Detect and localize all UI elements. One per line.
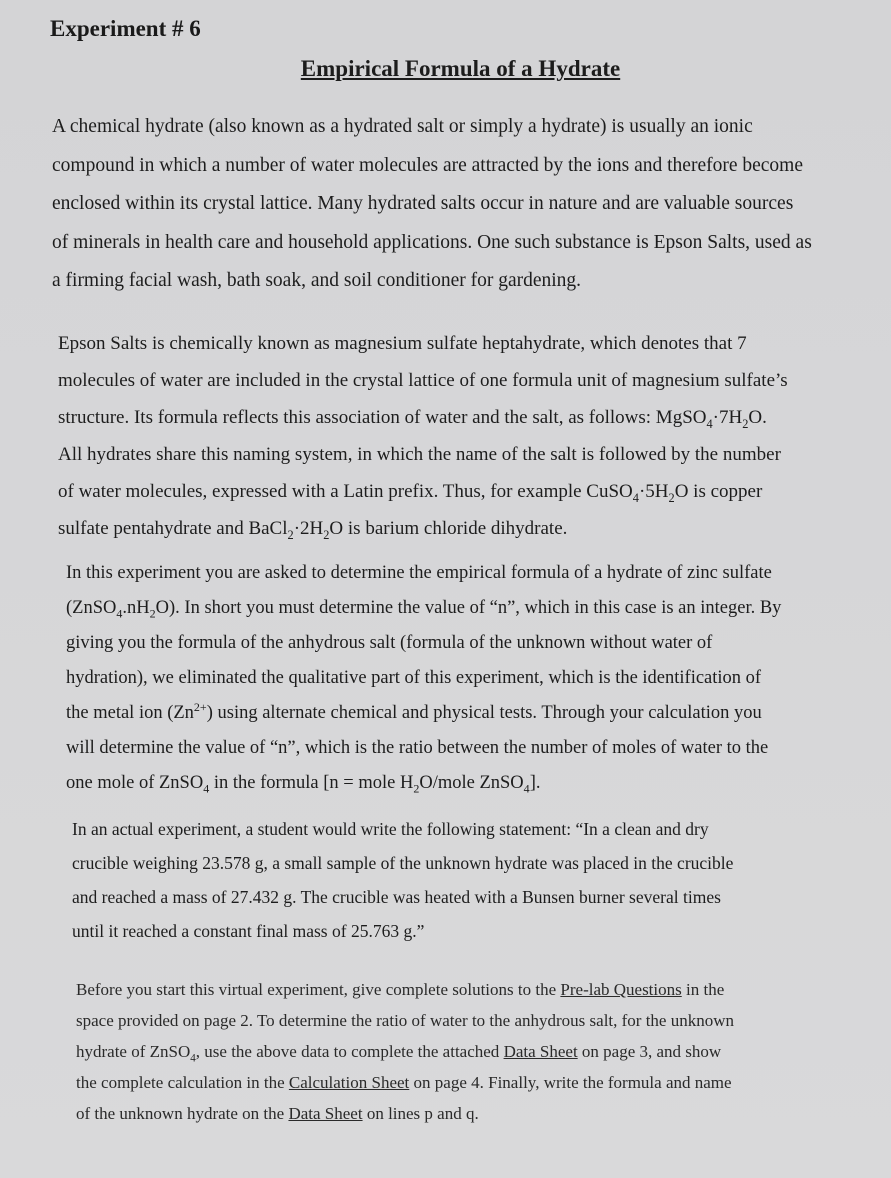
document-title: Empirical Formula of a Hydrate [300,56,621,81]
paragraph-line: hydrate of ZnSO$_4$, use the above data to complete the attached Data Sheet on page 3, and show [76,1042,722,1065]
paragraph-line: enclosed within its crystal lattice. Many hydrated salts occur in nature and are valuable sources [52,193,794,214]
paragraph-line: In an actual experiment, a student would write the following statement: “In a clean and dry [72,819,709,839]
paragraph-line: compound in which a number of water molecules are attracted by the ions and therefore become [52,154,803,176]
paragraph-line: and reached a mass of 27.432 g. The crucible was heated with a Bunsen burner several times [72,887,721,907]
paragraph-line: sulfate pentahydrate and $BaCl_2\cdot 2H_2O$ is barium chloride dihydrate. [58,518,568,542]
paragraph-line: structure. Its formula reflects this association of water and the salt, as follows: $MgSO_4\cdot 7H_2O$. [58,407,767,431]
paragraph-line: a firming facial wash, bath soak, and soil conditioner for gardening. [52,270,582,291]
paragraph-line: of minerals in health care and household applications. One such substance is Epson Salts, used as [52,231,812,253]
paragraph-line: Before you start this virtual experiment, give complete solutions to the Pre-lab Questions in the [76,980,725,999]
paragraph-line: the complete calculation in the Calculation Sheet on page 4. Finally, write the formula and name [76,1073,732,1092]
paragraph-line: molecules of water are included in the crystal lattice of one formula unit of magnesium sulfate’s [58,370,788,391]
data-sheet-link: Data Sheet [288,1104,363,1123]
pre-lab-questions-link: Pre-lab Questions [560,980,682,999]
paragraph-line: of water molecules, expressed with a Latin prefix. Thus, for example $CuSO_4\cdot 5H_2O$ is copper [58,481,763,505]
paragraph-sample-data [72,812,733,948]
paragraph-line: $(ZnSO_4.nH_2O)$. In short you must determine the value of “n”, which in this case is an integer. By [66,598,782,621]
paragraph-line: A chemical hydrate (also known as a hydrated salt or simply a hydrate) is usually an ionic [52,116,753,137]
paragraph-line: hydration), we eliminated the qualitative part of this experiment, which is the identification of [66,668,762,688]
paragraph-intro [52,108,812,301]
paragraph-line: In this experiment you are asked to determine the empirical formula of a hydrate of zinc sulfate [66,563,772,583]
experiment-heading: Experiment # 6 [50,16,201,41]
paragraph-instructions [76,974,734,1129]
paragraph-epson-salts [58,325,788,547]
paragraph-line: Epson Salts is chemically known as magnesium sulfate heptahydrate, which denotes that 7 [58,333,747,354]
paragraph-line: will determine the value of “n”, which is the ratio between the number of moles of water to the [66,738,769,758]
paragraph-line: the metal ion $(Zn^{2+})$ using alternate chemical and physical tests. Through your calculation you [66,699,762,723]
data-sheet-link: Data Sheet [503,1042,578,1061]
paragraph-line: space provided on page 2. To determine the ratio of water to the anhydrous salt, for the unknown [76,1011,735,1030]
paragraph-experiment-goal [66,556,781,801]
paragraph-line: one mole of ZnSO$_4$ in the formula [n = mole $H_2O$/mole ZnSO$_4$]. [66,773,541,796]
paragraph-line: crucible weighing 23.578 g, a small sample of the unknown hydrate was placed in the crucible [72,853,734,873]
paragraph-line: All hydrates share this naming system, in which the name of the salt is followed by the number [58,444,781,465]
paragraph-line: until it reached a constant final mass of 25.763 g.” [72,921,425,941]
paragraph-line: giving you the formula of the anhydrous salt (formula of the unknown without water of [66,633,713,653]
calculation-sheet-link: Calculation Sheet [288,1073,410,1092]
paragraph-line: of the unknown hydrate on the Data Sheet on lines p and q. [76,1104,479,1123]
